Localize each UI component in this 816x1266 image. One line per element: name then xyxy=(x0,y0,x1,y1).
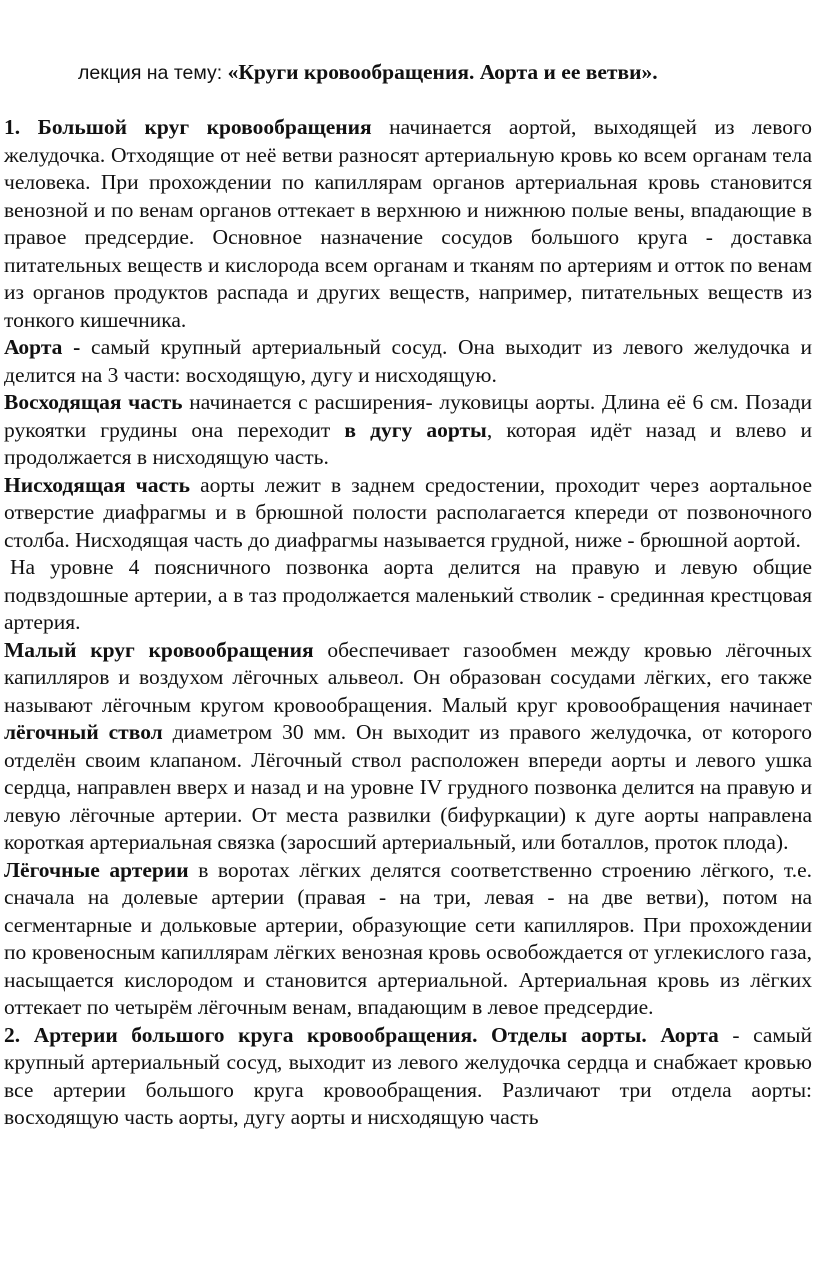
paragraph-text: начинается с расширения- луковицы аорты. Длина её 6 см. Позади рукоятки грудины она переходит xyxy=(4,390,812,442)
bold-term: лёгочный ствол xyxy=(4,720,163,744)
paragraph-text: диаметром 30 мм. Он выходит из правого желудочка, от которого отделён своим клапаном. Лёгочный ствол расположен впереди аорты и левого ушка сердца, направлен вверх и назад и на уровне IV грудного позвонка делится на правую и левую лёгочные артерии. От места развилки (бифуркации) к дуге аорты направлена короткая артериальная связка (заросший артериальный, или боталлов, проток плода). xyxy=(4,720,813,854)
title-bold: «Круги кровообращения. Аорта и ее ветви». xyxy=(227,60,658,84)
bold-term: Нисходящая часть xyxy=(4,472,190,497)
paragraph-text: аорты лежит в заднем средостении, проходит через аортальное отверстие диафрагмы и в брюшной полости располагается кпереди от позвоночного столба. Нисходящая часть до диафрагмы называется грудной, ниже - брюшной аортой. xyxy=(4,472,812,552)
paragraph-aorta xyxy=(4,334,812,389)
bold-term: в дугу аорты xyxy=(344,417,487,442)
paragraph-text: в воротах лёгких делятся соответственно строению лёгкого, т.е. сначала на долевые артерии (правая - на три, левая - на две ветви), потом на сегментарные и дольковые артерии, образующие сети капилляров. При прохождении по кровеносным капиллярам лёгких венозная кровь освобождается от углекислого газа, насыщается кислородом и становится артериальной. Артериальная кровь из лёгких оттекает по четырём лёгочным венам, впадающим в левое предсердие. xyxy=(4,857,812,1019)
lecture-title xyxy=(78,58,816,87)
paragraph-pulmonary-circulation xyxy=(4,637,812,857)
paragraph-text: обеспечивает газообмен между кровью лёгочных капилляров и воздухом лёгочных альвеол. Он образован сосудами лёгких, его также называют лёгочным кругом кровообращения. Малый круг кровообращения начинает xyxy=(4,637,812,717)
paragraph-text: самый крупный артериальный сосуд. Она выходит из левого желудочка и делится на 3 части: восходящую, дугу и нисходящую. xyxy=(4,335,812,387)
bold-term: 1. Большой круг кровообращения xyxy=(4,115,372,139)
paragraph-descending-part xyxy=(4,472,812,555)
bold-term: Малый круг кровообращения xyxy=(4,637,314,662)
bold-term: 2. Артерии большого круга кровообращения. Отделы аорты. Аорта xyxy=(4,1022,719,1047)
bold-term: Лёгочные артерии xyxy=(4,857,189,882)
paragraph-text: , которая идёт назад и влево и продолжается в нисходящую часть. xyxy=(4,417,812,469)
paragraph-text: начинается аортой, выходящей из левого желудочка. Отходящие от неё ветви разносят артериальную кровь ко всем органам тела человека. При прохождении по капиллярам органов артериальная кровь становится венозной и по венам органов оттекает в верхнюю и нижнюю полые вены, впадающие в правое предсердие. Основное назначение сосудов большого круга - доставка питательных веществ и кислорода всем органам и тканям по артериям и отток по венам из органов продуктов распада и других веществ, например, питательных веществ из тонкого кишечника. xyxy=(4,115,812,332)
paragraph-bifurcation xyxy=(4,554,812,637)
paragraph-systemic-circulation xyxy=(4,114,812,334)
paragraph-text: На уровне 4 поясничного позвонка аорта делится на правую и левую общие подвздошные артерии, а в таз продолжается маленький стволик - срединная крестцовая артерия. xyxy=(4,555,812,634)
bold-term: Аорта - xyxy=(4,335,81,359)
bold-term: Восходящая часть xyxy=(4,390,183,414)
paragraph-ascending-part xyxy=(4,389,812,472)
paragraph-pulmonary-arteries xyxy=(4,857,812,1022)
paragraph-text: - самый крупный артериальный сосуд, выходит из левого желудочка сердца и снабжает кровью все артерии большого круга кровообращения. Различают три отдела аорты: восходящую часть аорты, дугу аорты и нисходящую часть xyxy=(4,1022,812,1129)
paragraph-systemic-arteries xyxy=(4,1022,812,1132)
spacer xyxy=(4,87,816,114)
title-prefix: лекция на тему: xyxy=(78,62,228,84)
